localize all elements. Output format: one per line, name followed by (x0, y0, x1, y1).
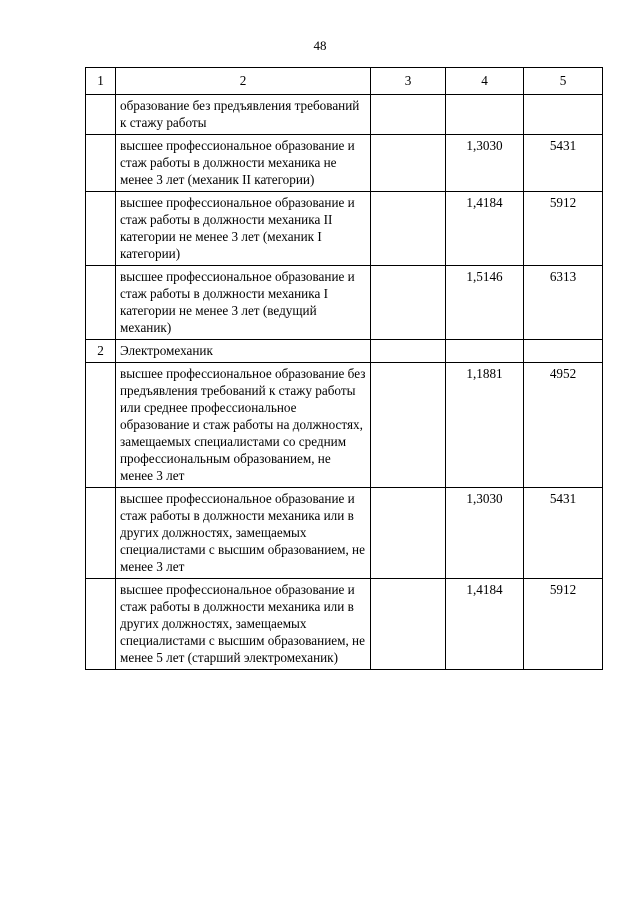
requirements-cell: образование без предъявления требований к стажу работы (116, 95, 371, 135)
salary-table (85, 67, 603, 670)
table-row (86, 363, 603, 488)
coefficient-cell: 1,4184 (446, 192, 524, 266)
table-header-row (86, 68, 603, 95)
table-row (86, 488, 603, 579)
table-row (86, 266, 603, 340)
salary-cell: 5912 (524, 579, 603, 670)
coefficient-cell (446, 95, 524, 135)
row-number-cell: 2 (86, 340, 116, 363)
empty-cell (371, 95, 446, 135)
row-number-cell (86, 363, 116, 488)
salary-cell: 5431 (524, 488, 603, 579)
table-row (86, 135, 603, 192)
empty-cell (371, 340, 446, 363)
coefficient-cell: 1,1881 (446, 363, 524, 488)
empty-cell (371, 266, 446, 340)
table-row (86, 95, 603, 135)
salary-cell: 6313 (524, 266, 603, 340)
table-row (86, 192, 603, 266)
empty-cell (371, 192, 446, 266)
row-number-cell (86, 192, 116, 266)
salary-cell (524, 95, 603, 135)
coefficient-cell: 1,4184 (446, 579, 524, 670)
row-number-cell (86, 135, 116, 192)
requirements-cell: высшее профессиональное образование и стаж работы в должности механика или в других должностях, замещаемых специалистами с высшим образованием, не менее 5 лет (старший электромеханик) (116, 579, 371, 670)
table-row (86, 579, 603, 670)
salary-cell: 5431 (524, 135, 603, 192)
coefficient-cell: 1,3030 (446, 488, 524, 579)
coefficient-cell: 1,3030 (446, 135, 524, 192)
column-header: 3 (371, 68, 446, 95)
empty-cell (371, 363, 446, 488)
column-header: 2 (116, 68, 371, 95)
coefficient-cell: 1,5146 (446, 266, 524, 340)
column-header: 5 (524, 68, 603, 95)
empty-cell (371, 579, 446, 670)
requirements-cell: высшее профессиональное образование без предъявления требований к стажу работы или среднее профессиональное образование и стаж работы на должностях, замещаемых специалистами со средним профессиональным образованием, не менее 3 лет (116, 363, 371, 488)
column-header: 1 (86, 68, 116, 95)
requirements-cell: высшее профессиональное образование и стаж работы в должности механика II категории не менее 3 лет (механик I категории) (116, 192, 371, 266)
salary-cell (524, 340, 603, 363)
column-header: 4 (446, 68, 524, 95)
table-row (86, 340, 603, 363)
salary-cell: 5912 (524, 192, 603, 266)
empty-cell (371, 488, 446, 579)
row-number-cell (86, 95, 116, 135)
row-number-cell (86, 579, 116, 670)
row-number-cell (86, 266, 116, 340)
salary-cell: 4952 (524, 363, 603, 488)
page-number: 48 (313, 38, 327, 53)
coefficient-cell (446, 340, 524, 363)
position-title-cell: Электромеханик (116, 340, 371, 363)
requirements-cell: высшее профессиональное образование и стаж работы в должности механика или в других должностях, замещаемых специалистами с высшим образованием, не менее 3 лет (116, 488, 371, 579)
requirements-cell: высшее профессиональное образование и стаж работы в должности механика не менее 3 лет (механик II категории) (116, 135, 371, 192)
row-number-cell (86, 488, 116, 579)
empty-cell (371, 135, 446, 192)
requirements-cell: высшее профессиональное образование и стаж работы в должности механика I категории не менее 3 лет (ведущий механик) (116, 266, 371, 340)
